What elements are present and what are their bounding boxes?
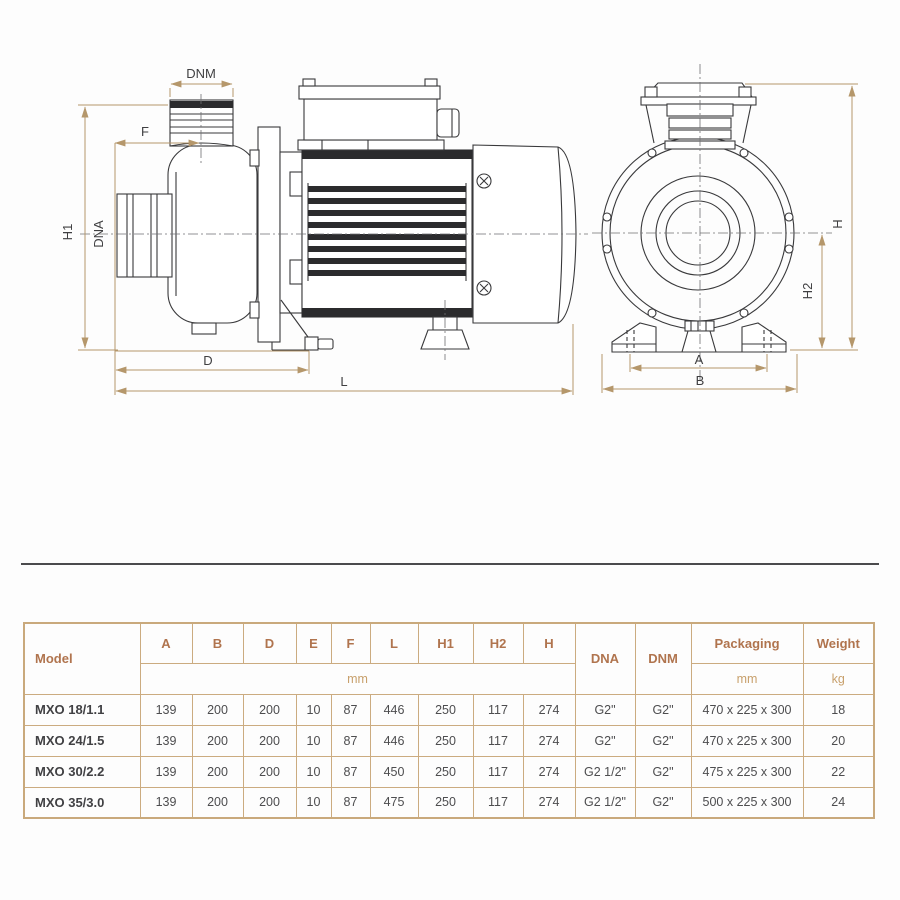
label-a: A — [694, 352, 704, 367]
cell-h2: 117 — [473, 725, 523, 756]
label-d: D — [203, 353, 213, 368]
cell-dnm: G2" — [635, 787, 691, 818]
col-header-l: L — [370, 623, 418, 663]
cell-b: 200 — [192, 694, 243, 725]
label-b: B — [695, 373, 705, 388]
cell-h2: 117 — [473, 787, 523, 818]
label-h1: H1 — [60, 223, 75, 241]
side-view — [117, 79, 576, 350]
cell-d: 200 — [243, 787, 296, 818]
table-row — [24, 787, 874, 818]
front-view — [602, 83, 794, 352]
cell-b: 200 — [192, 787, 243, 818]
units-row — [24, 663, 874, 694]
section-divider — [21, 563, 879, 565]
cell-e: 10 — [296, 725, 331, 756]
cell-h2: 117 — [473, 756, 523, 787]
table-row — [24, 694, 874, 725]
col-header-dna: DNA — [575, 623, 635, 694]
cell-f: 87 — [331, 756, 370, 787]
label-l: L — [340, 374, 348, 389]
cell-weight: 22 — [803, 756, 874, 787]
cell-l: 475 — [370, 787, 418, 818]
cell-f: 87 — [331, 787, 370, 818]
col-header-packaging: Packaging — [691, 623, 803, 663]
cell-d: 200 — [243, 756, 296, 787]
cell-e: 10 — [296, 694, 331, 725]
unit-mm: mm — [140, 663, 575, 694]
cell-h2: 117 — [473, 694, 523, 725]
table-row — [24, 756, 874, 787]
cell-h1: 250 — [418, 694, 473, 725]
col-header-h: H — [523, 623, 575, 663]
cell-h: 274 — [523, 694, 575, 725]
cell-e: 10 — [296, 787, 331, 818]
cell-f: 87 — [331, 725, 370, 756]
col-header-dnm: DNM — [635, 623, 691, 694]
cell-d: 200 — [243, 694, 296, 725]
label-dna: DNA — [91, 220, 106, 248]
col-header-d: D — [243, 623, 296, 663]
cell-weight: 18 — [803, 694, 874, 725]
cell-a: 139 — [140, 787, 192, 818]
cell-e: 10 — [296, 756, 331, 787]
label-h: H — [830, 219, 845, 229]
col-header-e: E — [296, 623, 331, 663]
cell-h1: 250 — [418, 725, 473, 756]
cell-a: 139 — [140, 694, 192, 725]
cell-packaging: 500 x 225 x 300 — [691, 787, 803, 818]
cell-packaging: 475 x 225 x 300 — [691, 756, 803, 787]
cell-dna: G2 1/2" — [575, 787, 635, 818]
dimensions-table — [23, 622, 875, 819]
cell-dnm: G2" — [635, 756, 691, 787]
col-header-model: Model — [24, 623, 140, 694]
cell-a: 139 — [140, 756, 192, 787]
label-h2: H2 — [800, 282, 815, 300]
cell-h: 274 — [523, 756, 575, 787]
cell-weight: 24 — [803, 787, 874, 818]
cell-l: 446 — [370, 694, 418, 725]
cell-dna: G2 1/2" — [575, 756, 635, 787]
col-header-h1: H1 — [418, 623, 473, 663]
cell-h: 274 — [523, 725, 575, 756]
cell-model: MXO 18/1.1 — [24, 694, 140, 725]
unit-packaging-mm: mm — [691, 663, 803, 694]
cell-packaging: 470 x 225 x 300 — [691, 694, 803, 725]
col-header-b: B — [192, 623, 243, 663]
cell-a: 139 — [140, 725, 192, 756]
cell-h1: 250 — [418, 756, 473, 787]
cell-weight: 20 — [803, 725, 874, 756]
cell-b: 200 — [192, 725, 243, 756]
col-header-a: A — [140, 623, 192, 663]
cell-l: 446 — [370, 725, 418, 756]
unit-weight-kg: kg — [803, 663, 874, 694]
cell-d: 200 — [243, 725, 296, 756]
cell-model: MXO 35/3.0 — [24, 787, 140, 818]
cell-dnm: G2" — [635, 725, 691, 756]
header-row — [24, 623, 874, 663]
cell-packaging: 470 x 225 x 300 — [691, 725, 803, 756]
col-header-h2: H2 — [473, 623, 523, 663]
cell-h: 274 — [523, 787, 575, 818]
label-f: F — [141, 124, 149, 139]
cell-dnm: G2" — [635, 694, 691, 725]
col-header-weight: Weight — [803, 623, 874, 663]
cell-dna: G2" — [575, 725, 635, 756]
cell-h1: 250 — [418, 787, 473, 818]
cell-model: MXO 30/2.2 — [24, 756, 140, 787]
cell-l: 450 — [370, 756, 418, 787]
cell-b: 200 — [192, 756, 243, 787]
cell-model: MXO 24/1.5 — [24, 725, 140, 756]
table-row — [24, 725, 874, 756]
col-header-f: F — [331, 623, 370, 663]
label-dnm: DNM — [186, 66, 216, 81]
cell-f: 87 — [331, 694, 370, 725]
cell-dna: G2" — [575, 694, 635, 725]
